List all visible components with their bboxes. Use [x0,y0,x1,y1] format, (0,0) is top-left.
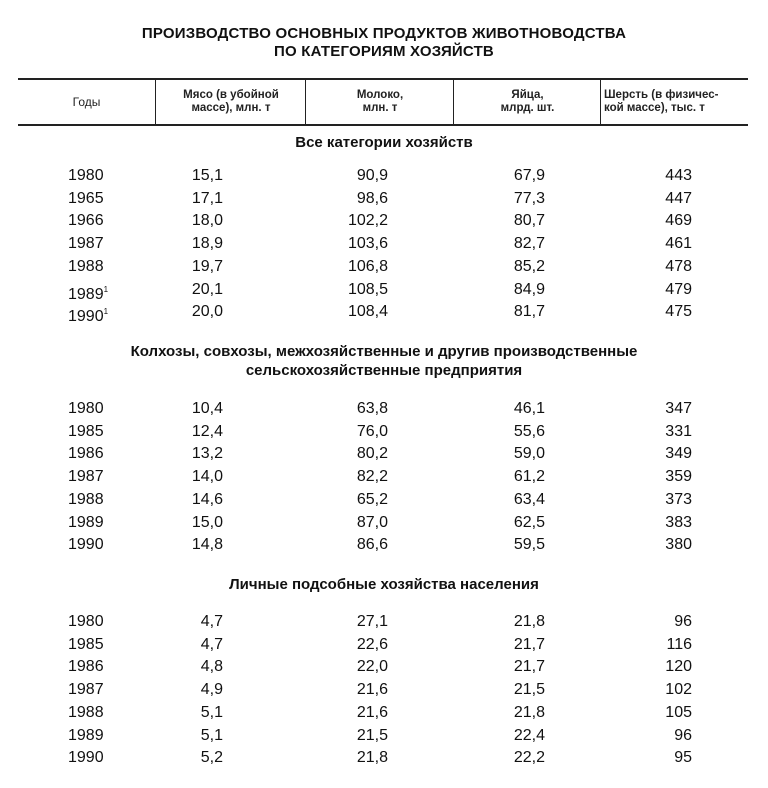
wool-cell [640,443,692,465]
eggs-cell [478,188,545,210]
column-header-milk-line1: Молоко, [356,89,404,101]
milk-cell [330,301,388,323]
meat-cell [178,256,223,278]
milk-cell-value: 80,2 [356,445,388,463]
year-cell [68,489,104,511]
meat-cell [178,489,223,511]
table-row [0,634,768,656]
milk-cell-value: 98,6 [356,189,388,207]
wool-cell [640,256,692,278]
year-cell [68,702,104,724]
year-cell-value: 1988 [68,257,104,275]
meat-cell [178,656,223,678]
meat-cell-value: 15,0 [191,513,223,531]
table-row [0,534,768,556]
milk-cell [330,210,388,232]
milk-cell-value: 108,4 [347,303,388,321]
wool-cell [640,656,692,678]
eggs-cell-value: 22,4 [513,726,545,744]
wool-cell-value: 347 [665,400,692,417]
year-cell-value: 1965 [68,189,104,207]
table-row [0,279,768,301]
milk-cell [330,747,388,769]
table-row [0,512,768,534]
section-title-line-2: сельскохозяйственные предприятия [245,362,523,379]
year-cell [68,256,104,278]
year-cell [68,421,104,443]
milk-cell-value: 63,8 [356,400,388,417]
year-cell-value: 1987 [68,235,104,253]
milk-cell-value: 108,5 [347,280,388,298]
wool-cell [640,398,692,420]
wool-cell [640,725,692,747]
meat-cell-value: 5,2 [200,749,223,767]
wool-cell [640,466,692,488]
document-title-line-1: ПРОИЗВОДСТВО ОСНОВНЫХ ПРОДУКТОВ ЖИВОТНОВОДСТВА [141,25,627,42]
wool-cell-value: 359 [665,468,692,486]
meat-cell-value: 18,0 [191,212,223,230]
footnote-mark: 1 [103,284,109,294]
milk-cell [330,443,388,465]
meat-cell-value: 4,9 [200,681,223,699]
eggs-cell-value: 81,7 [513,303,545,321]
eggs-cell-value: 80,7 [513,212,545,230]
year-cell [68,443,104,465]
meat-cell-value: 12,4 [191,422,223,440]
column-header-wool [600,80,748,124]
eggs-cell [478,489,545,511]
meat-cell-value: 20,1 [191,280,223,298]
wool-cell [640,421,692,443]
milk-cell-value: 22,6 [356,635,388,653]
wool-cell [640,279,692,301]
table-row [0,679,768,701]
year-cell [68,656,104,678]
eggs-cell [478,256,545,278]
wool-cell [640,634,692,656]
milk-cell [330,702,388,724]
meat-cell [178,747,223,769]
meat-cell [178,634,223,656]
year-cell-value: 1990 [68,749,104,767]
table-row [0,256,768,278]
table-row [0,656,768,678]
eggs-cell-value: 67,9 [513,167,545,184]
milk-cell-value: 21,6 [356,681,388,699]
meat-cell [178,702,223,724]
eggs-cell [478,301,545,323]
column-header-years-label: Годы [72,94,101,109]
table-row [0,188,768,210]
column-header-wool-line2: кой массе), тыс. т [604,102,705,114]
year-cell-value: 1980 [68,613,104,630]
meat-cell-value: 5,1 [200,726,223,744]
year-cell-value: 1987 [68,681,104,699]
milk-cell [330,611,388,633]
eggs-cell [478,611,545,633]
meat-cell [178,188,223,210]
eggs-cell [478,165,545,187]
year-cell [68,210,104,232]
milk-cell-value: 82,2 [356,468,388,486]
milk-cell-value: 106,8 [347,257,388,275]
wool-cell [640,534,692,556]
year-cell [68,747,104,769]
milk-cell-value: 65,2 [356,490,388,508]
eggs-cell [478,634,545,656]
table-row [0,443,768,465]
wool-cell [640,301,692,323]
wool-cell-value: 380 [665,536,692,554]
year-cell-value: 1988 [68,490,104,508]
milk-cell [330,634,388,656]
meat-cell-value: 4,7 [200,613,223,630]
milk-cell [330,679,388,701]
year-cell-value: 1989 [68,285,104,303]
eggs-cell-value: 59,0 [513,445,545,463]
column-header-meat [155,80,306,124]
eggs-cell-value: 63,4 [513,490,545,508]
eggs-cell [478,421,545,443]
meat-cell-value: 13,2 [191,445,223,463]
table-row [0,466,768,488]
wool-cell-value: 116 [666,635,692,653]
wool-cell-value: 120 [665,658,692,676]
year-cell-value: 1989 [68,513,104,531]
wool-cell-value: 443 [665,167,692,184]
milk-cell [330,233,388,255]
meat-cell-value: 14,8 [191,536,223,554]
year-cell-value: 1980 [68,167,104,184]
wool-cell-value: 95 [674,749,692,767]
meat-cell [178,679,223,701]
wool-cell [640,512,692,534]
eggs-cell-value: 21,8 [513,703,545,721]
year-cell-value: 1986 [68,445,104,463]
column-header-milk [305,80,454,124]
year-cell [68,634,104,656]
year-cell-value: 1990 [68,308,104,326]
meat-cell-value: 4,7 [200,635,223,653]
meat-cell [178,466,223,488]
milk-cell [330,466,388,488]
milk-cell-value: 102,2 [347,212,388,230]
year-cell [68,512,104,534]
wool-cell [640,165,692,187]
milk-cell-value: 103,6 [347,235,388,253]
wool-cell-value: 102 [665,681,692,699]
wool-cell [640,210,692,232]
column-header-meat-line2: массе), млн. т [191,102,271,114]
column-header-years [18,80,155,124]
eggs-cell [478,210,545,232]
milk-cell [330,489,388,511]
table-row [0,233,768,255]
wool-cell-value: 96 [674,613,692,630]
document-title-line-2: ПО КАТЕГОРИЯМ ХОЗЯЙСТВ [274,43,494,60]
table-row [0,747,768,769]
eggs-cell-value: 85,2 [513,257,545,275]
wool-cell [640,611,692,633]
column-header-eggs-line1: Яйца, [511,89,544,101]
year-cell-value: 1990 [68,536,104,554]
eggs-cell-value: 55,6 [513,422,545,440]
eggs-cell [478,512,545,534]
section-title: Колхозы, совхозы, межхозяйственные и другив производственные [130,343,638,360]
column-header-meat-line1: Мясо (в убойной [183,89,279,101]
eggs-cell-value: 21,7 [513,635,545,653]
year-cell-value: 1987 [68,468,104,486]
meat-cell-value: 20,0 [191,303,223,321]
wool-cell-value: 479 [665,280,692,298]
wool-cell-value: 469 [665,212,692,230]
eggs-cell-value: 61,2 [513,468,545,486]
year-cell-value: 1985 [68,422,104,440]
year-cell [68,165,104,187]
meat-cell [178,534,223,556]
milk-cell-value: 86,6 [356,536,388,554]
milk-cell-value: 21,8 [356,749,388,767]
wool-cell [640,233,692,255]
milk-cell-value: 90,9 [356,167,388,184]
table-row [0,725,768,747]
year-cell [68,534,104,556]
eggs-cell-value: 21,8 [513,613,545,630]
meat-cell [178,512,223,534]
year-cell [68,188,104,210]
wool-cell-value: 447 [665,189,692,207]
section-title: Личные подсобные хозяйства населения [229,576,539,593]
column-header-eggs [453,80,601,124]
meat-cell [178,421,223,443]
wool-cell-value: 373 [665,490,692,508]
milk-cell [330,512,388,534]
meat-cell-value: 14,6 [191,490,223,508]
year-cell-value: 1966 [68,212,104,230]
milk-cell-value: 76,0 [356,422,388,440]
eggs-cell [478,725,545,747]
year-cell [68,398,104,420]
year-cell-value: 1989 [68,726,104,744]
milk-cell-value: 21,5 [356,726,388,744]
meat-cell-value: 18,9 [191,235,223,253]
eggs-cell [478,466,545,488]
eggs-cell [478,443,545,465]
eggs-cell [478,398,545,420]
eggs-cell [478,702,545,724]
eggs-cell-value: 82,7 [513,235,545,253]
column-header-eggs-line2: млрд. шт. [500,102,555,114]
table-row [0,210,768,232]
eggs-cell-value: 46,1 [513,400,545,417]
year-cell [68,679,104,701]
wool-cell-value: 478 [665,257,692,275]
year-cell [68,301,108,328]
footnote-mark: 1 [103,307,109,317]
milk-cell-value: 87,0 [356,513,388,531]
meat-cell [178,279,223,301]
meat-cell [178,443,223,465]
meat-cell-value: 14,0 [191,468,223,486]
column-header-milk-line2: млн. т [362,102,398,114]
meat-cell-value: 19,7 [191,257,223,275]
year-cell [68,725,104,747]
table-header [18,78,748,126]
meat-cell-value: 17,1 [191,189,223,207]
meat-cell-value: 15,1 [191,167,223,184]
milk-cell [330,534,388,556]
table-row [0,301,768,326]
year-cell-value: 1986 [68,658,104,676]
eggs-cell [478,534,545,556]
eggs-cell-value: 59,5 [513,536,545,554]
wool-cell-value: 105 [665,703,692,721]
table-row [0,611,768,633]
table-row [0,398,768,420]
year-cell [68,233,104,255]
meat-cell [178,398,223,420]
eggs-cell [478,656,545,678]
table-row [0,489,768,511]
eggs-cell-value: 21,7 [513,658,545,676]
eggs-cell [478,747,545,769]
year-cell-value: 1985 [68,635,104,653]
milk-cell [330,656,388,678]
wool-cell [640,188,692,210]
year-cell [68,611,104,633]
meat-cell [178,165,223,187]
eggs-cell-value: 84,9 [513,280,545,298]
milk-cell [330,725,388,747]
meat-cell [178,611,223,633]
year-cell-value: 1980 [68,400,104,417]
eggs-cell [478,679,545,701]
wool-cell-value: 349 [665,445,692,463]
table-row [0,165,768,187]
milk-cell-value: 21,6 [356,703,388,721]
year-cell-value: 1988 [68,703,104,721]
meat-cell [178,210,223,232]
wool-cell-value: 475 [665,303,692,321]
milk-cell-value: 22,0 [356,658,388,676]
meat-cell-value: 5,1 [200,703,223,721]
eggs-cell-value: 21,5 [513,681,545,699]
meat-cell [178,233,223,255]
eggs-cell [478,233,545,255]
milk-cell-value: 27,1 [356,613,388,630]
milk-cell [330,188,388,210]
meat-cell [178,725,223,747]
column-header-wool-line1: Шерсть (в физичес- [604,89,719,101]
wool-cell [640,747,692,769]
wool-cell [640,702,692,724]
milk-cell [330,256,388,278]
wool-cell-value: 461 [665,235,692,253]
wool-cell [640,489,692,511]
wool-cell-value: 96 [674,726,692,744]
table-row [0,421,768,443]
eggs-cell-value: 77,3 [513,189,545,207]
wool-cell-value: 331 [665,422,692,440]
milk-cell [330,421,388,443]
wool-cell-value: 383 [665,513,692,531]
milk-cell [330,165,388,187]
meat-cell-value: 10,4 [191,400,223,417]
year-cell [68,466,104,488]
section-title: Все категории хозяйств [295,134,473,151]
meat-cell-value: 4,8 [200,658,223,676]
milk-cell [330,398,388,420]
milk-cell [330,279,388,301]
eggs-cell-value: 22,2 [513,749,545,767]
meat-cell [178,301,223,323]
table-row [0,702,768,724]
eggs-cell-value: 62,5 [513,513,545,531]
wool-cell [640,679,692,701]
eggs-cell [478,279,545,301]
